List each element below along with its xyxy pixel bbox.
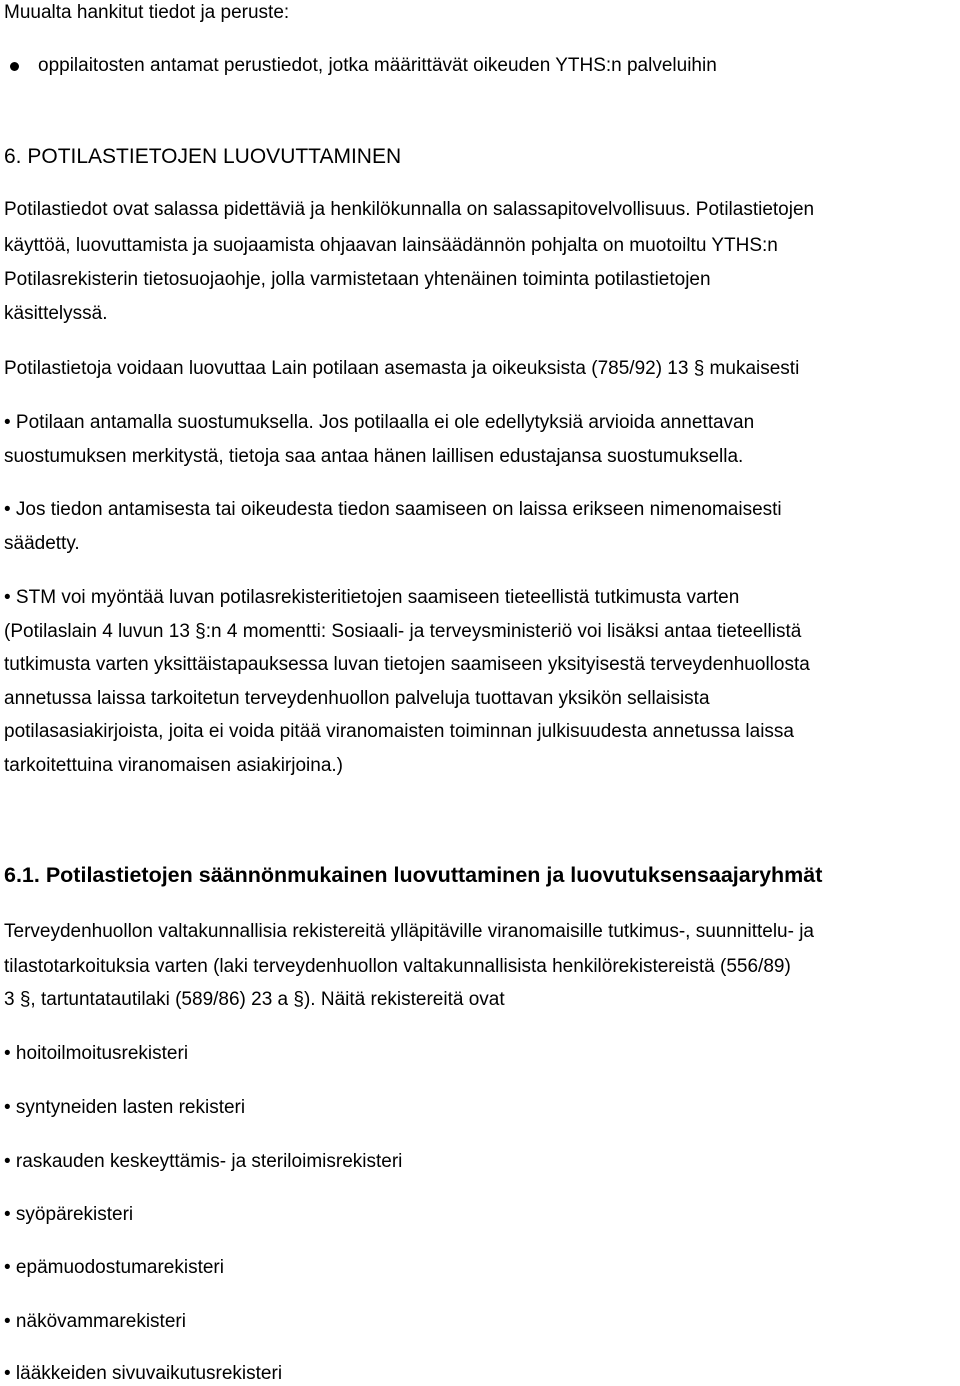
register-list-item: • syöpärekisteri: [4, 1204, 134, 1225]
intro-bullet-text: oppilaitosten antamat perustiedot, jotka määrittävät oikeuden YTHS:n palveluihin: [38, 55, 717, 76]
register-list-item: • epämuodostumarekisteri: [4, 1257, 224, 1278]
register-list-item: • lääkkeiden sivuvaikutusrekisteri: [4, 1363, 283, 1384]
section-6-1-para-line: Terveydenhuollon valtakunnallisia rekistereitä ylläpitäville viranomaisille tutkimus-, suunnittelu- ja: [4, 921, 814, 942]
section-6-bullet3-line: potilasasiakirjoista, joita ei voida pitää viranomaisten toiminnan julkisuudesta annetussa laissa: [4, 721, 794, 742]
section-6-bullet3-line: • STM voi myöntää luvan potilasrekisteritietojen saamiseen tieteellistä tutkimusta varten: [4, 587, 740, 608]
section-6-bullet3-line: (Potilaslain 4 luvun 13 §:n 4 momentti: Sosiaali- ja terveysministeriö voi lisäksi antaa tieteellistä: [4, 621, 802, 642]
bullet-disc-icon: [10, 62, 19, 71]
section-6-para2: Potilastietoja voidaan luovuttaa Lain potilaan asemasta ja oikeuksista (785/92) 13 § mukaisesti: [4, 358, 800, 379]
register-list-item: • hoitoilmoitusrekisteri: [4, 1043, 189, 1064]
section-6-bullet3-line: tarkoitettuina viranomaisen asiakirjoina.): [4, 755, 343, 776]
register-list-item: • syntyneiden lasten rekisteri: [4, 1097, 246, 1118]
section-6-1-title: 6.1. Potilastietojen säännönmukainen luovuttaminen ja luovutuksensaajaryhmät: [4, 863, 823, 887]
section-6-title: 6. POTILASTIETOJEN LUOVUTTAMINEN: [4, 145, 402, 168]
section-6-bullet1-line: suostumuksen merkitystä, tietoja saa antaa hänen laillisen edustajansa suostumuksella.: [4, 446, 744, 467]
section-6-bullet1-line: • Potilaan antamalla suostumuksella. Jos potilaalla ei ole edellytyksiä arvioida annettavan: [4, 412, 755, 433]
section-6-bullet2-line: säädetty.: [4, 533, 80, 554]
section-6-bullet2-line: • Jos tiedon antamisesta tai oikeudesta tiedon saamiseen on laissa erikseen nimenomaisesti: [4, 499, 782, 520]
section-6-bullet3-line: tutkimusta varten yksittäistapauksessa luvan tietojen saamiseen yksityisestä terveydenhuollosta: [4, 654, 810, 675]
section-6-bullet3-line: annetussa laissa tarkoitetun terveydenhuollon palveluja tuottavan yksikön sellaisista: [4, 688, 710, 709]
section-6-para1-line: käsittelyssä.: [4, 303, 108, 324]
register-list-item: • näkövammarekisteri: [4, 1311, 186, 1332]
section-6-para1-line: Potilasrekisterin tietosuojaohje, jolla varmistetaan yhtenäinen toiminta potilastietojen: [4, 269, 711, 290]
register-list-item: • raskauden keskeyttämis- ja steriloimisrekisteri: [4, 1151, 403, 1172]
section-6-para1-line: käyttöä, luovuttamista ja suojaamista ohjaavan lainsäädännön pohjalta on muotoiltu YTHS:n: [4, 235, 778, 256]
intro-heading: Muualta hankitut tiedot ja peruste:: [4, 2, 290, 23]
section-6-1-para-line: tilastotarkoituksia varten (laki terveydenhuollon valtakunnallisista henkilörekistereistä (556/89): [4, 956, 791, 977]
section-6-1-para-line: 3 §, tartuntatautilaki (589/86) 23 a §). Näitä rekistereitä ovat: [4, 989, 505, 1010]
section-6-para1-line: Potilastiedot ovat salassa pidettäviä ja henkilökunnalla on salassapitovelvollisuus. Potilastietojen: [4, 199, 815, 220]
